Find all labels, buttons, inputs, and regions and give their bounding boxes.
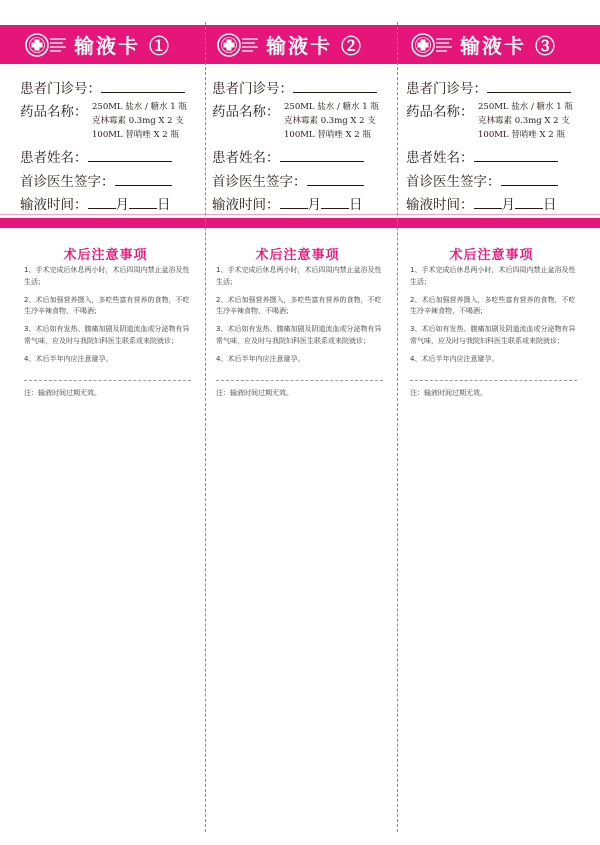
day-label: 日 [349,197,363,213]
footnote: 注：输液时间过期无效。 [410,389,487,397]
doctor-sign-label: 首诊医生签字： [20,174,115,190]
day-blank[interactable] [321,196,349,209]
note-item: 3、术后如有发热、腹痛加剧及阴道流血或分泌物有异常气味，应及时与我院妇科医生联系或来院就诊； [410,325,576,345]
drug-line: 100ML 替哨唑 X 2 瓶 [92,130,179,140]
infusion-time-field[interactable] [406,193,557,213]
notes-title: 术后注意事项 [255,248,340,263]
drug-line: 250ML 盐水 / 糖水 1 瓶 [284,102,379,112]
note-item: 3、术后如有发热、腹痛加剧及阴道流血或分泌物有异常气味，应及时与我院妇科医生联系或来院就诊； [216,325,382,345]
patient-name-field[interactable] [212,146,364,166]
notes-title: 术后注意事项 [449,248,534,263]
hospital-emblem-icon [407,31,455,59]
doctor-sign-label: 首诊医生签字： [212,174,307,190]
drug-list [284,100,379,142]
notes-list [24,265,192,372]
outpatient-no-label: 患者门诊号： [212,81,293,97]
doctor-sign-label: 首诊医生签字： [406,174,501,190]
day-blank[interactable] [129,196,157,209]
drug-name-label: 药品名称： [20,104,88,120]
patient-name-blank[interactable] [88,149,172,162]
card-header [10,25,201,64]
infusion-time-field[interactable] [212,193,363,213]
patient-name-label: 患者姓名： [20,150,88,166]
drug-line: 250ML 盐水 / 糖水 1 瓶 [478,102,573,112]
outpatient-no-blank[interactable] [101,80,185,93]
outpatient-no-label: 患者门诊号： [20,81,101,97]
notes-list [216,265,384,372]
month-blank[interactable] [280,196,308,209]
month-label: 月 [115,197,129,213]
drug-name-label: 药品名称： [212,104,280,120]
day-blank[interactable] [515,196,543,209]
patient-name-blank[interactable] [280,149,364,162]
card-title: 输液卡 ③ [460,34,557,58]
day-label: 日 [157,197,171,213]
note-item: 1、手术完成后休息两小时，术后四周内禁止盆浴及性生活； [216,266,382,286]
patient-name-field[interactable] [20,146,172,166]
outpatient-no-label: 患者门诊号： [406,81,487,97]
note-item: 2、术后加强营养摄入，多吃些富有营养的食物，不吃生冷辛辣食物，不喝酒； [410,295,576,315]
infusion-card-2 [202,25,393,397]
month-label: 月 [501,197,515,213]
hospital-emblem-icon [213,31,261,59]
note-item: 4、术后半年内应注意避孕。 [216,354,305,363]
patient-name-label: 患者姓名： [406,150,474,166]
drug-list [92,100,187,142]
outpatient-no-blank[interactable] [293,80,377,93]
drug-line: 100ML 替哨唑 X 2 瓶 [284,130,371,140]
infusion-card-1 [10,25,201,397]
doctor-sign-blank[interactable] [501,173,558,186]
patient-name-label: 患者姓名： [212,150,280,166]
drug-line: 250ML 盐水 / 糖水 1 瓶 [92,102,187,112]
drug-line: 克林霉素 0.3mg X 2 支 [478,116,570,126]
doctor-sign-blank[interactable] [115,173,172,186]
outpatient-no-field[interactable] [212,77,377,97]
note-item: 4、术后半年内应注意避孕。 [410,354,499,363]
infusion-time-label: 输液时间： [20,197,88,213]
note-item: 3、术后如有发热、腹痛加剧及阴道流血或分泌物有异常气味，应及时与我院妇科医生联系或来院就诊； [24,325,190,345]
outpatient-no-field[interactable] [20,77,185,97]
note-item: 1、手术完成后休息两小时，术后四周内禁止盆浴及性生活； [410,266,576,286]
infusion-time-field[interactable] [20,193,171,213]
day-label: 日 [543,197,557,213]
note-item: 4、术后半年内应注意避孕。 [24,354,113,363]
month-label: 月 [307,197,321,213]
month-blank[interactable] [88,196,116,209]
outpatient-no-field[interactable] [406,77,571,97]
doctor-sign-blank[interactable] [307,173,364,186]
doctor-sign-field[interactable] [20,170,172,190]
notes-list [410,265,578,372]
infusion-card-3 [396,25,587,397]
hospital-emblem-icon [21,31,69,59]
infusion-time-label: 输液时间： [212,197,280,213]
patient-name-field[interactable] [406,146,558,166]
note-item: 2、术后加强营养摄入，多吃些富有营养的食物，不吃生冷辛辣食物，不喝酒； [24,295,190,315]
card-title: 输液卡 ② [266,34,363,58]
month-blank[interactable] [474,196,502,209]
notes-divider [410,380,577,381]
drug-list [478,100,573,142]
note-item: 1、手术完成后休息两小时，术后四周内禁止盆浴及性生活； [24,266,190,286]
notes-divider [216,380,383,381]
footnote: 注：输液时间过期无效。 [216,389,293,397]
drug-line: 克林霉素 0.3mg X 2 支 [284,116,376,126]
footnote: 注：输液时间过期无效。 [24,389,101,397]
drug-name-label: 药品名称： [406,104,474,120]
drug-line: 克林霉素 0.3mg X 2 支 [92,116,184,126]
notes-title: 术后注意事项 [63,248,148,263]
infusion-time-label: 输液时间： [406,197,474,213]
drug-line: 100ML 替哨唑 X 2 瓶 [478,130,565,140]
doctor-sign-field[interactable] [212,170,364,190]
card-header [396,25,587,64]
notes-divider [24,380,191,381]
patient-name-blank[interactable] [474,149,558,162]
note-item: 2、术后加强营养摄入，多吃些富有营养的食物，不吃生冷辛辣食物，不喝酒； [216,295,382,315]
doctor-sign-field[interactable] [406,170,558,190]
outpatient-no-blank[interactable] [487,80,571,93]
card-title: 输液卡 ① [74,34,171,58]
card-header [202,25,393,64]
